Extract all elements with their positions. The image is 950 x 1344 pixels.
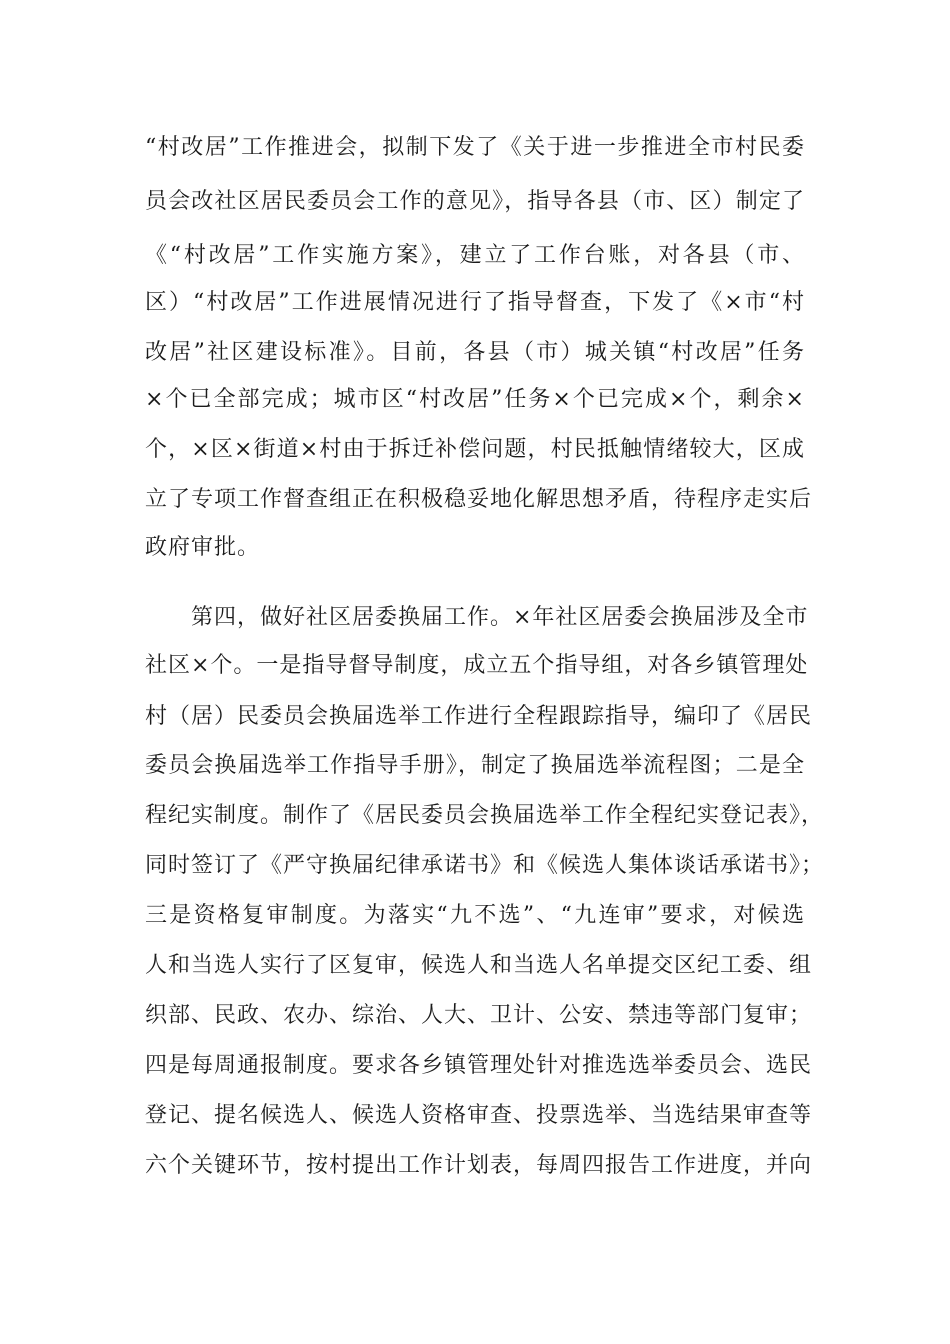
paragraph-2-line-8: 人和当选人实行了区复审，候选人和当选人名单提交区纪工委、组 [145,953,813,978]
paragraph-1-line-7: 个，×区×街道×村由于拆迁补偿问题，村民抵触情绪较大，区成 [145,437,805,462]
paragraph-1-line-9: 政府审批。 [145,535,261,560]
paragraph-2-line-3: 村（居）民委员会换届选举工作进行全程跟踪指导，编印了《居民 [145,704,813,729]
paragraph-1-line-4: 区）“村改居”工作进展情况进行了指导督查，下发了《×市“村 [145,290,805,315]
paragraph-2-line-5: 程纪实制度。制作了《居民委员会换届选举工作全程纪实登记表》， [145,803,825,828]
paragraph-1-line-2: 员会改社区居民委员会工作的意见》，指导各县（市、区）制定了 [145,189,805,214]
paragraph-2-line-2: 社区×个。一是指导督导制度，成立五个指导组，对各乡镇管理处 [145,653,809,678]
paragraph-1-line-6: ×个已全部完成；城市区“村改居”任务×个已完成×个，剩余× [145,387,805,412]
paragraph-2-line-10: 四是每周通报制度。要求各乡镇管理处针对推选选举委员会、选民 [145,1053,813,1078]
paragraph-1-line-8: 立了专项工作督查组正在积极稳妥地化解思想矛盾，待程序走实后 [145,487,813,512]
paragraph-1-line-1: “村改居”工作推进会，拟制下发了《关于进一步推进全市村民委 [145,135,805,160]
paragraph-2-line-11: 登记、提名候选人、候选人资格审查、投票选举、当选结果审查等 [145,1103,813,1128]
paragraph-2-line-6: 同时签订了《严守换届纪律承诺书》和《候选人集体谈话承诺书》； [145,853,825,878]
paragraph-2-line-12: 六个关键环节，按村提出工作计划表，每周四报告工作进度，并向 [145,1153,813,1178]
paragraph-2-line-7: 三是资格复审制度。为落实“九不选”、“九连审”要求，对候选 [145,903,805,928]
paragraph-1-line-3: 《“村改居”工作实施方案》，建立了工作台账，对各县（市、 [145,243,805,268]
paragraph-2-line-1: 第四，做好社区居委换届工作。×年社区居委会换届涉及全市 [191,605,809,630]
paragraph-2-line-4: 委员会换届选举工作指导手册》，制定了换届选举流程图；二是全 [145,753,805,778]
paragraph-1-line-5: 改居”社区建设标准》。目前，各县（市）城关镇“村改居”任务 [145,340,805,365]
paragraph-2-line-9: 织部、民政、农办、综治、人大、卫计、公安、禁违等部门复审； [145,1003,813,1028]
